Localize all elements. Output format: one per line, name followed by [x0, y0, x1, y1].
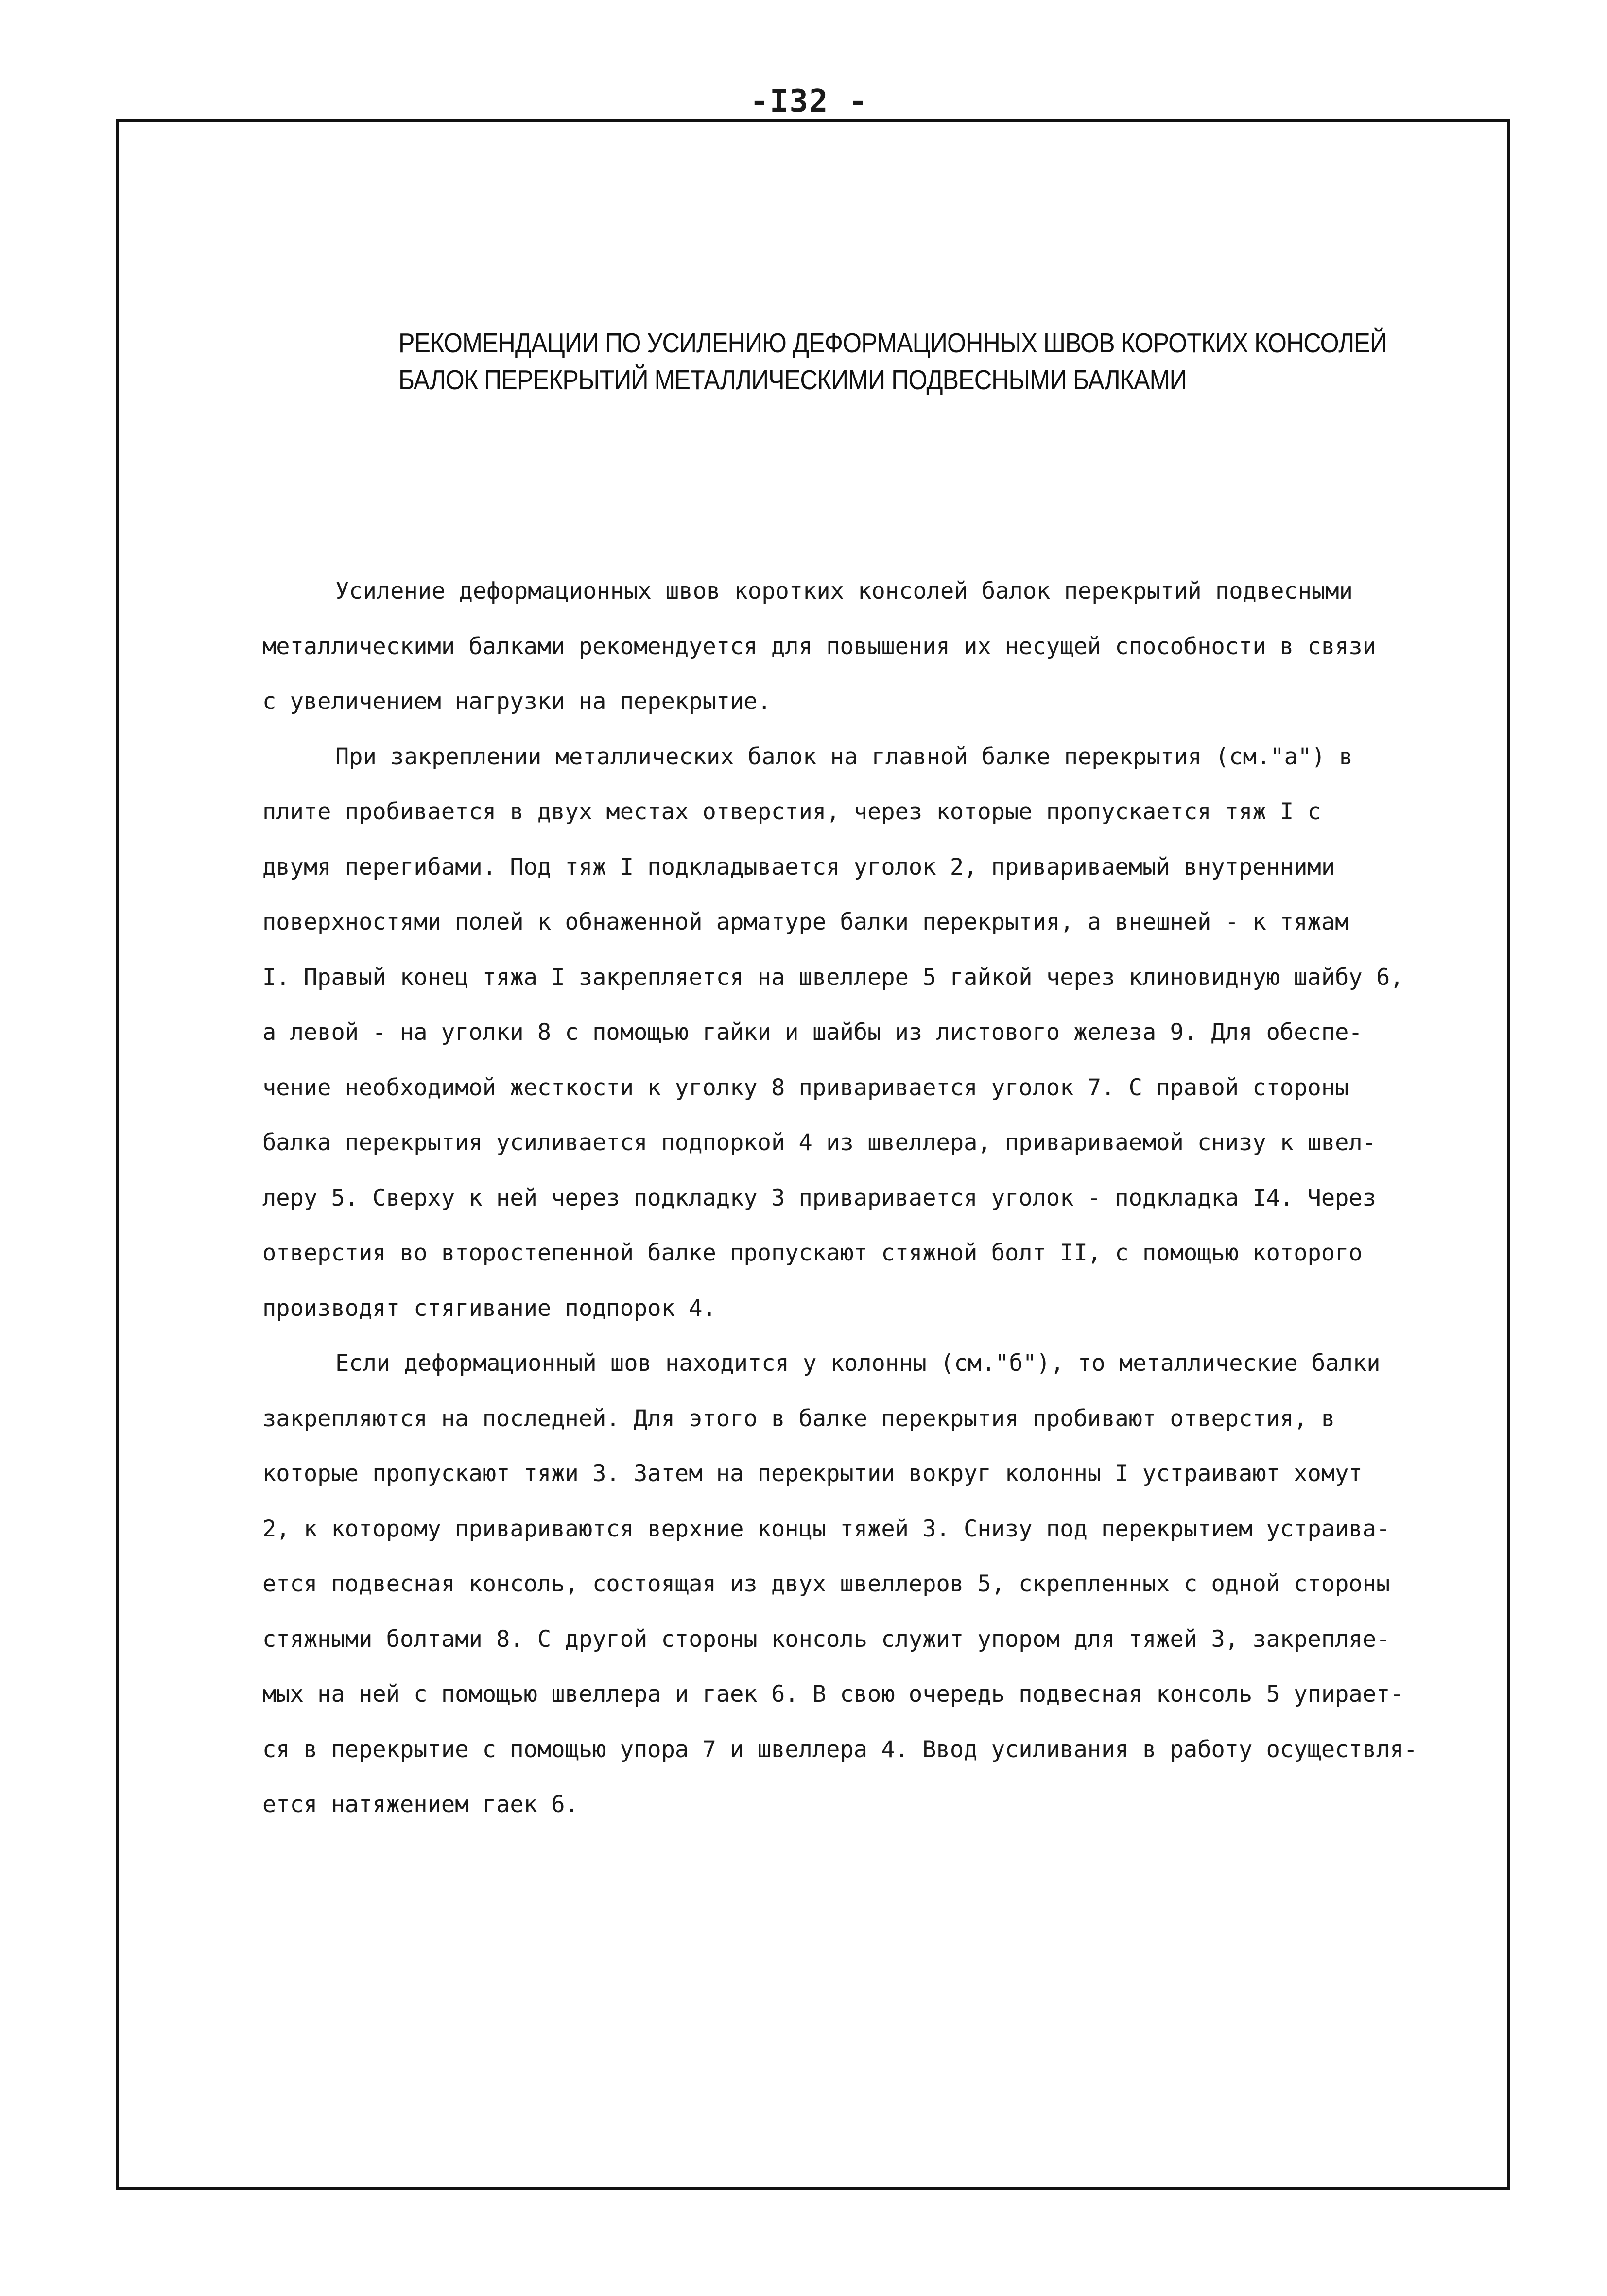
text-line: производят стягивание подпорок 4.	[262, 1295, 716, 1322]
text-line: стяжными болтами 8. С другой стороны консоль служит упором для тяжей 3, закрепляе-	[262, 1625, 1390, 1653]
text-line: 2, к которому привариваются верхние концы тяжей 3. Снизу под перекрытием устраива-	[262, 1515, 1390, 1542]
text-line: плите пробивается в двух местах отверстия, через которые пропускается тяж I с	[262, 798, 1321, 825]
text-line: ется натяжением гаек 6.	[262, 1791, 579, 1818]
text-line: чение необходимой жесткости к уголку 8 приваривается уголок 7. С правой стороны	[262, 1074, 1349, 1101]
text-line: Усиление деформационных швов коротких консолей балок перекрытий подвесными	[335, 578, 1353, 604]
text-line: При закреплении металлических балок на главной балке перекрытия (см."а") в	[335, 743, 1353, 770]
text-line: ся в перекрытие с помощью упора 7 и швеллера 4. Ввод усиливания в работу осуществля-	[262, 1736, 1417, 1763]
text-line: металлическими балками рекомендуется для повышения их несущей способности в связи	[262, 633, 1377, 660]
text-line: Если деформационный шов находится у колонны (см."б"), то металлические балки	[335, 1350, 1381, 1377]
text-line: закрепляются на последней. Для этого в балке перекрытия пробивают отверстия, в	[262, 1405, 1335, 1432]
text-line: с увеличением нагрузки на перекрытие.	[262, 688, 771, 715]
page-number: -I32 -	[750, 84, 868, 120]
document-body	[262, 564, 1417, 1832]
text-line: поверхностями полей к обнаженной арматуре балки перекрытия, а внешней - к тяжам	[262, 909, 1349, 935]
text-line: I. Правый конец тяжа I закрепляется на швеллере 5 гайкой через клиновидную шайбу 6,	[262, 964, 1404, 991]
document-title	[398, 325, 1387, 398]
text-line: отверстия во второстепенной балке пропускают стяжной болт II, с помощью которого	[262, 1240, 1363, 1266]
text-line: двумя перегибами. Под тяж I подкладывается уголок 2, привариваемый внутренними	[262, 853, 1335, 880]
text-line: а левой - на уголки 8 с помощью гайки и шайбы из листового железа 9. Для обеспе-	[262, 1019, 1363, 1046]
text-line: леру 5. Сверху к ней через подкладку 3 приваривается уголок - подкладка I4. Через	[262, 1184, 1377, 1211]
text-line: мых на ней с помощью швеллера и гаек 6. В свою очередь подвесная консоль 5 упирает-	[262, 1681, 1404, 1708]
text-line: которые пропускают тяжи 3. Затем на перекрытии вокруг колонны I устраивают хомут	[262, 1460, 1363, 1487]
title-line: РЕКОМЕНДАЦИИ ПО УСИЛЕНИЮ ДЕФОРМАЦИОННЫХ ШВОВ КОРОТКИХ КОНСОЛЕЙ	[398, 328, 1387, 359]
title-line: БАЛОК ПЕРЕКРЫТИЙ МЕТАЛЛИЧЕСКИМИ ПОДВЕСНЫМИ БАЛКАМИ	[398, 364, 1187, 396]
text-line: ется подвесная консоль, состоящая из двух швеллеров 5, скрепленных с одной стороны	[262, 1571, 1390, 1597]
text-line: балка перекрытия усиливается подпоркой 4 из швеллера, привариваемой снизу к швел-	[262, 1129, 1377, 1156]
